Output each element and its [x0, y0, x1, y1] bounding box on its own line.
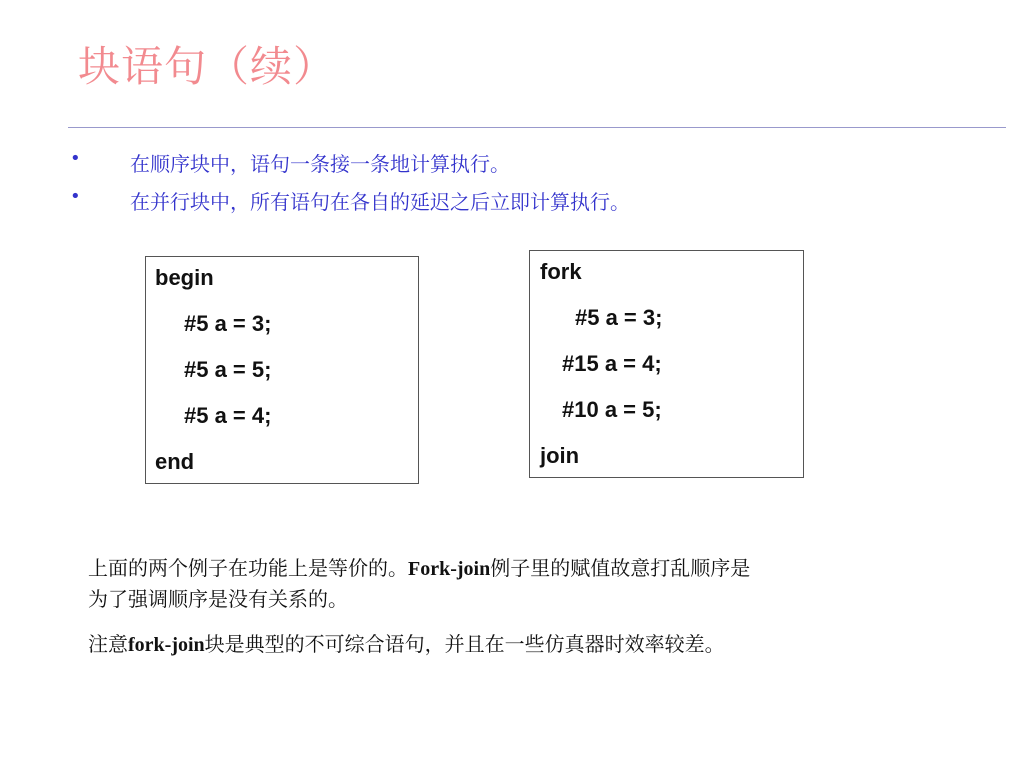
paragraph-text: 块是典型的不可综合语句，并且在一些仿真器时效率较差。: [204, 632, 725, 656]
bullet-marker: •: [70, 186, 81, 207]
paragraph-bold-term: fork-join: [128, 634, 205, 656]
title-divider: [68, 127, 1006, 128]
parallel-code-box: [529, 250, 804, 478]
code-line-end: end: [155, 449, 195, 474]
synthesis-note-paragraph: [88, 629, 958, 660]
code-line: #5 a = 3;: [575, 305, 663, 330]
bullet-marker: •: [70, 148, 81, 169]
paragraph-text: 例子里的赋值故意打乱顺序是: [490, 556, 751, 580]
code-line-join: join: [540, 443, 580, 468]
code-line: #10 a = 5;: [562, 397, 662, 422]
paragraph-text: 注意: [88, 632, 128, 656]
paragraph-text: 为了强调顺序是没有关系的。: [88, 587, 348, 611]
paragraph-bold-term: Fork-join: [408, 558, 491, 580]
equivalence-paragraph: [88, 553, 958, 614]
code-line: #5 a = 4;: [184, 403, 272, 428]
code-line: #5 a = 3;: [184, 311, 272, 336]
bullet-text-sequential: 在顺序块中，语句一条接一条地计算执行。: [130, 152, 510, 176]
paragraph-text: 上面的两个例子在功能上是等价的。: [88, 556, 408, 580]
code-line: #15 a = 4;: [562, 351, 662, 376]
code-line-begin: begin: [155, 265, 214, 290]
code-line-fork: fork: [540, 259, 582, 284]
bullet-text-parallel: 在并行块中，所有语句在各自的延迟之后立即计算执行。: [130, 190, 630, 214]
sequential-code-box: [145, 256, 419, 484]
slide-title: 块语句（续）: [78, 42, 337, 91]
code-line: #5 a = 5;: [184, 357, 272, 382]
